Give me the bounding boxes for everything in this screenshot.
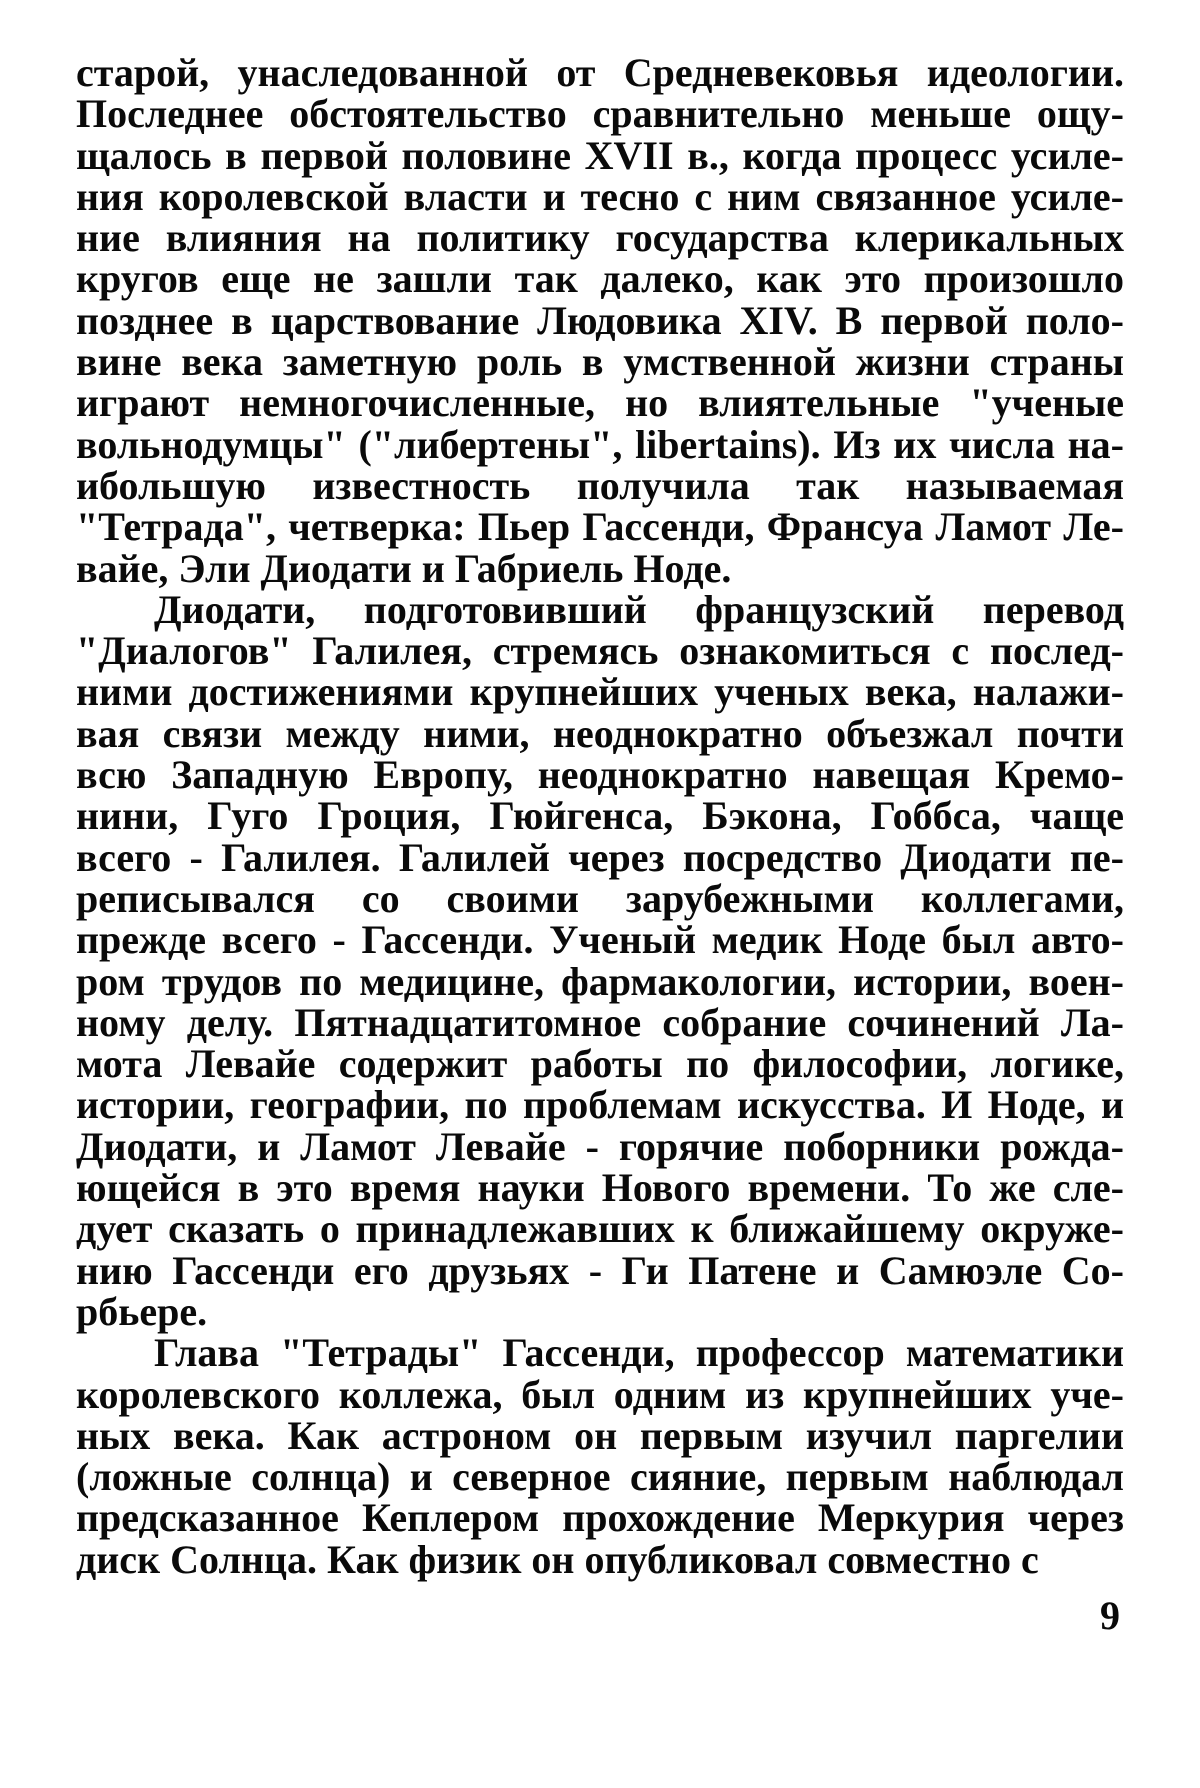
text-line-content: Последнее обстоятельство сравнительно меньше ощу- xyxy=(76,91,1124,137)
text-line-content: позднее в царствование Людовика XIV. В первой поло- xyxy=(76,297,1124,343)
text-line-content: ром трудов по медицине, фармакологии, истории, воен- xyxy=(76,958,1124,1004)
text-line xyxy=(76,339,1124,385)
text-line-content: "Диалогов" Галилея, стремясь ознакомиться с послед- xyxy=(76,628,1124,674)
text-line xyxy=(76,1536,1124,1582)
text-line xyxy=(76,1041,1124,1087)
text-line xyxy=(76,545,1124,591)
text-line-content: предсказанное Кеплером прохождение Меркурия через xyxy=(76,1495,1124,1541)
text-line-content: Диодати, и Ламот Левайе - горячие поборники рожда- xyxy=(76,1123,1124,1169)
text-line xyxy=(76,958,1124,1004)
text-line xyxy=(76,793,1124,839)
text-line xyxy=(76,1454,1124,1500)
text-line-content: ибольшую известность получила так называемая xyxy=(76,462,1124,508)
text-line-content: играют немногочисленные, но влиятельные "ученые xyxy=(76,380,1124,426)
text-line xyxy=(76,91,1124,137)
text-line-content: ние влияния на политику государства клерикальных xyxy=(76,215,1124,261)
text-line xyxy=(76,1330,1124,1376)
text-line-content: всю Западную Европу, неоднократно навещая Кремо- xyxy=(76,752,1124,798)
text-line xyxy=(76,132,1124,178)
text-line-content: всего - Галилея. Галилей через посредство Диодати пе- xyxy=(76,834,1124,880)
text-line xyxy=(76,1123,1124,1169)
text-line xyxy=(76,1206,1124,1252)
paragraph xyxy=(76,586,1124,1334)
text-line xyxy=(76,462,1124,508)
text-line-content: ними достижениями крупнейших ученых века, налажи- xyxy=(76,669,1124,715)
text-line xyxy=(76,1082,1124,1128)
text-line-content: ному делу. Пятнадцатитомное собрание сочинений Ла- xyxy=(76,999,1124,1045)
text-line-content: Глава "Тетрады" Гассенди, профессор математики xyxy=(154,1330,1124,1376)
text-line-content: прежде всего - Гассенди. Ученый медик Ноде был авто- xyxy=(76,917,1124,963)
text-line-content: истории, географии, по проблемам искусства. И Ноде, и xyxy=(76,1082,1124,1128)
text-line xyxy=(76,256,1124,302)
text-line-content: вине века заметную роль в умственной жизни страны xyxy=(76,339,1124,385)
text-line-content: мота Левайе содержит работы по философии, логике, xyxy=(76,1041,1124,1087)
text-line xyxy=(76,52,1124,93)
text-line xyxy=(76,586,1124,632)
text-line-content: рбьере. xyxy=(76,1288,208,1334)
text-line xyxy=(76,1371,1124,1417)
text-line-content: "Тетрада", четверка: Пьер Гассенди, Франсуа Ламот Ле- xyxy=(76,504,1124,550)
text-line xyxy=(76,999,1124,1045)
text-line xyxy=(76,504,1124,550)
text-line-content: реписывался со своими зарубежными коллегами, xyxy=(76,875,1124,921)
text-line xyxy=(76,380,1124,426)
text-line-content: ных века. Как астроном он первым изучил паргелии xyxy=(76,1412,1124,1458)
text-line-content: щалось в первой половине XVII в., когда процесс усиле- xyxy=(76,132,1124,178)
text-line-content: нини, Гуго Гроция, Гюйгенса, Бэкона, Гоббса, чаще xyxy=(76,793,1124,839)
text-line xyxy=(76,752,1124,798)
text-line-content: дует сказать о принадлежавших к ближайшему окруже- xyxy=(76,1206,1124,1252)
text-line xyxy=(76,875,1124,921)
text-line-content: старой, унаследованной от Средневековья идеологии. xyxy=(76,50,1124,95)
page-number: 9 xyxy=(1100,1593,1120,1638)
text-line xyxy=(76,173,1124,219)
paragraph xyxy=(76,52,1124,589)
text-line-content: вольнодумцы" ("либертены", libertains). Из их числа на- xyxy=(76,421,1124,467)
text-line xyxy=(76,834,1124,880)
text-line xyxy=(76,1288,1124,1334)
text-line-content: королевского коллежа, был одним из крупнейших уче- xyxy=(76,1371,1124,1417)
text-line-content: диск Солнца. Как физик он опубликовал совместно с xyxy=(76,1536,1039,1582)
text-line xyxy=(76,297,1124,343)
text-line xyxy=(76,215,1124,261)
text-line xyxy=(76,1247,1124,1293)
text-line-content: вая связи между ними, неоднократно объезжал почти xyxy=(76,710,1124,756)
text-line-content: ния королевской власти и тесно с ним связанное усиле- xyxy=(76,173,1124,219)
text-line xyxy=(76,917,1124,963)
text-line-content: вайе, Эли Диодати и Габриель Ноде. xyxy=(76,545,732,591)
text-line xyxy=(76,1412,1124,1458)
text-line xyxy=(76,421,1124,467)
text-line xyxy=(76,1165,1124,1211)
text-line xyxy=(76,1495,1124,1541)
text-line xyxy=(76,628,1124,674)
text-line-content: ющейся в это время науки Нового времени. То же сле- xyxy=(76,1165,1124,1211)
text-line-content: кругов еще не зашли так далеко, как это произошло xyxy=(76,256,1124,302)
text-line-content: нию Гассенди его друзьях - Ги Патене и Самюэле Со- xyxy=(76,1247,1124,1293)
text-line-content: (ложные солнца) и северное сияние, первым наблюдал xyxy=(76,1454,1124,1500)
paragraph xyxy=(76,1332,1124,1580)
text-line-content: Диодати, подготовивший французский перевод xyxy=(154,586,1124,632)
text-line xyxy=(76,710,1124,756)
text-line xyxy=(76,669,1124,715)
body-text xyxy=(76,52,1124,1580)
